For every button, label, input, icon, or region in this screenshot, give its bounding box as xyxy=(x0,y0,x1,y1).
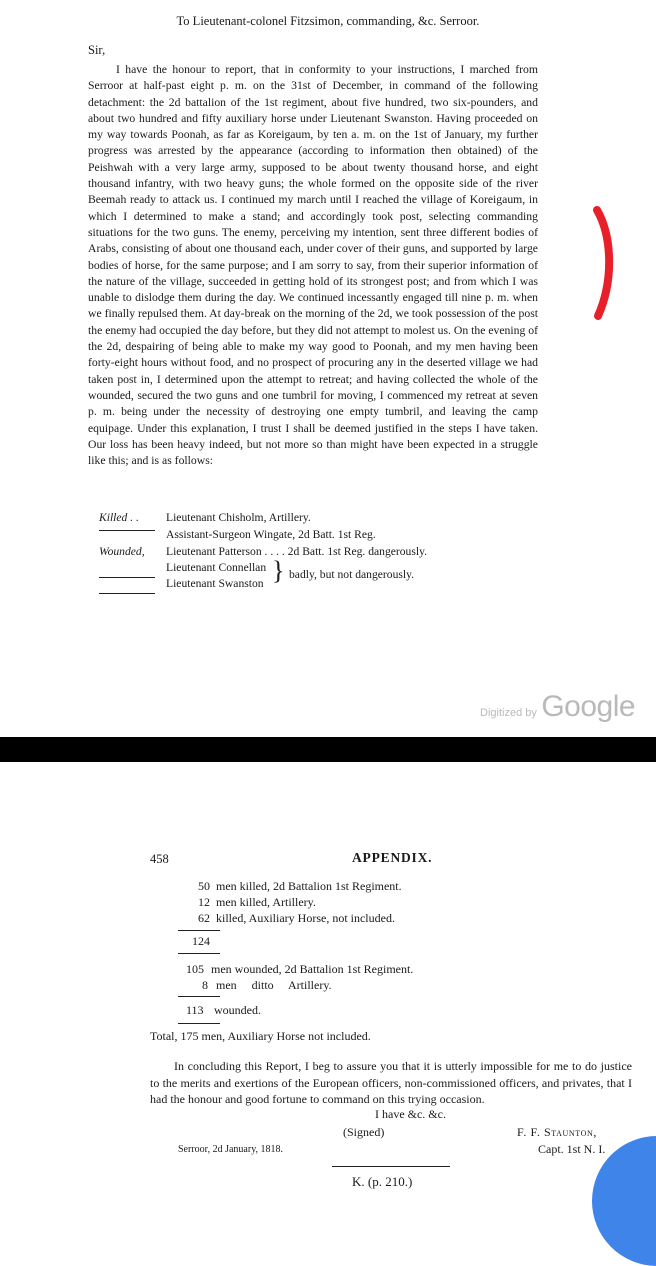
wounded-entry-1: Lieutenant Patterson . . . . 2d Batt. 1st Reg. dangerously. xyxy=(166,545,428,558)
tally-text: killed, Auxiliary Horse, not included. xyxy=(216,911,395,925)
signed-label: (Signed) xyxy=(343,1125,385,1139)
closing-line: I have &c. &c. xyxy=(375,1107,446,1121)
tally-number: 12 xyxy=(198,895,210,909)
google-logo: Google xyxy=(541,690,636,723)
red-bracket-annotation-icon xyxy=(588,200,622,326)
digitized-by-text: Digitized by xyxy=(480,707,537,719)
letter-addressee: To Lieutenant-colonel Fitzsimon, commanding, &c. Serroor. xyxy=(176,14,480,28)
sum-rule xyxy=(178,996,220,997)
wounded-total-number: 113 xyxy=(186,1003,204,1017)
concluding-text: In concluding this Report, I beg to assure you that it is utterly impossible for me to do justice to the merits and exertions of the European officers, non-commissioned officers, and privates, that I had the honour and good fortune to command on this trying occasion. xyxy=(150,1059,632,1106)
tally-text: men killed, 2d Battalion 1st Regiment. xyxy=(216,879,402,893)
letter-salutation: Sir, xyxy=(88,43,106,57)
wounded-entry-2: Lieutenant Connellan xyxy=(166,561,267,574)
tally-text: men killed, Artillery. xyxy=(216,895,316,909)
sum-rule xyxy=(178,1023,220,1024)
grand-total: Total, 175 men, Auxiliary Horse not included. xyxy=(150,1029,371,1043)
report-body-text: I have the honour to report, that in conformity to your instructions, I marched from Serroor at half-past eight p. m. on the 31st of December, in command of the following detachment: the 2d battalion of the 1st regiment, about five hundred, two six-pounders, and about two hundred and fifty auxiliary horse under Lieutenant Swanston. Having proceeded on my way towards Poonah, as far as Koreigaum, by ten a. m. on the 1st of January, my further progress was arrested by the appearance (according to information then obtained) of the Peishwah with a very large army, supposed to be about twenty thousand horse, and eight thousand infantry, with two heavy guns; the whole formed on the opposite side of the river Beemah ready to attack us. I continued my march until I reached the village of Koreigaum, in which I determined to make a stand; and accordingly took post, selecting commanding situations for the two guns. The enemy, perceiving my intention, sent three different bodies of Arabs, consisting of about one thousand each, under cover of their guns, and supported by large bodies of horse, for the same purpose; and I am sorry to say, from their superior information of the nature of the village, succeeded in getting hold of its strongest post; and from which I was unable to dislodge them during the day. We continued incessantly engaged till nine p. m. when we finally repulsed them. At day-break on the morning of the 2d, we took possession of the post the enemy had occupied the day before, but they did not attempt to molest us. On the evening of the 2d, despairing of being able to make my way good to Poonah, and my men having been forty-eight hours without food, and no prospect of procuring any in the deserted village we had taken post in, I determined upon the attempt to retreat; and having collected the whole of the wounded, secured the two guns and one tumbril for moving, I commenced my retreat at seven p. m. being under the necessity of destroying one empty tumbril, and leaving the camp equipage. Under this explanation, I trust I shall be deemed justified in the steps I have taken. Our loss has been heavy indeed, but not more so than might have been expected in a struggle like this; and is as follows: xyxy=(88,63,538,468)
tally-number: 62 xyxy=(198,911,210,925)
page-number: 458 xyxy=(150,852,169,866)
section-rule xyxy=(332,1166,450,1167)
wounded-label: Wounded, xyxy=(99,545,145,558)
tally-number: 50 xyxy=(198,879,210,893)
running-header: APPENDIX. xyxy=(352,850,433,865)
footer-reference: K. (p. 210.) xyxy=(352,1174,413,1189)
signatory-name: F. F. Staunton, xyxy=(517,1125,597,1139)
signatory-rank: Capt. 1st N. I. xyxy=(538,1142,606,1156)
report-body xyxy=(88,62,538,469)
place-date: Serroor, 2d January, 1818. xyxy=(178,1144,284,1155)
digitized-by-google-watermark xyxy=(480,690,635,724)
killed-label: Killed . . xyxy=(99,511,139,524)
wounded-entry-3: Lieutenant Swanston xyxy=(166,577,264,590)
brace-glyph: } xyxy=(272,556,285,585)
ditto-dash xyxy=(99,584,155,602)
concluding-paragraph xyxy=(150,1058,632,1108)
killed-entry-2: Assistant-Surgeon Wingate, 2d Batt. 1st Reg. xyxy=(166,528,376,541)
tally-number: 8 xyxy=(202,978,208,992)
tally-text: men ditto Artillery. xyxy=(216,978,332,992)
sum-rule xyxy=(178,953,220,954)
lower-page xyxy=(0,762,656,1200)
page-separator-band xyxy=(0,737,656,762)
sum-rule xyxy=(178,930,220,931)
ditto-dash xyxy=(99,521,155,539)
wounded-note: badly, but not dangerously. xyxy=(289,568,415,581)
wounded-total-text: wounded. xyxy=(214,1003,261,1017)
tally-text: men wounded, 2d Battalion 1st Regiment. xyxy=(211,962,414,976)
killed-entry-1: Lieutenant Chisholm, Artillery. xyxy=(166,511,311,524)
killed-total: 124 xyxy=(192,934,210,948)
tally-number: 105 xyxy=(186,962,204,976)
